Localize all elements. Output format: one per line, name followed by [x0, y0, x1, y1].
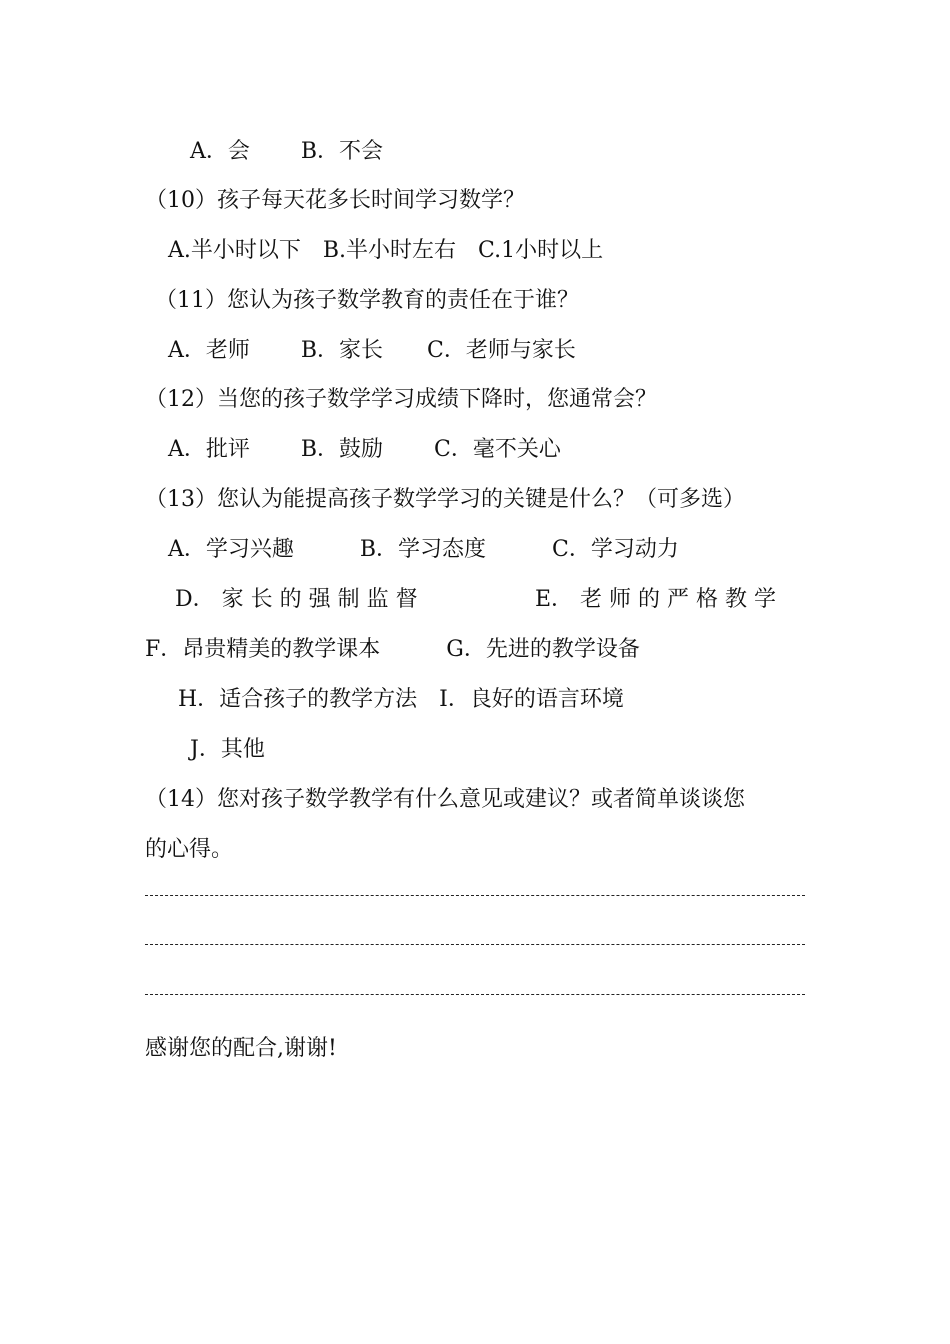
- q9-options: A．会 B．不会: [190, 139, 384, 164]
- q13-options-row5: J．其他: [190, 737, 265, 762]
- q10-options: A.半小时以下 B.半小时左右 C.1小时以上: [168, 238, 604, 263]
- q13-question: （13）您认为能提高孩子数学学习的关键是什么？（可多选）: [145, 487, 745, 512]
- q12-options: A．批评 B．鼓励 C．毫不关心: [168, 437, 561, 462]
- closing-thanks: 感谢您的配合,谢谢!: [145, 1036, 337, 1061]
- q13-options-row1: A．学习兴趣 B．学习态度 C．学习动力: [168, 537, 679, 562]
- q13-option-d: D． 家 长 的 强 制 监 督: [175, 587, 418, 612]
- q11-options: A．老师 B．家长 C．老师与家长: [168, 338, 576, 363]
- q14-question-line2: 的心得。: [145, 837, 234, 862]
- q12-question: （12）当您的孩子数学学习成绩下降时，您通常会？: [145, 387, 657, 412]
- q13-options-row4: H．适合孩子的教学方法 I．良好的语言环境: [178, 687, 624, 712]
- q10-question: （10）孩子每天花多长时间学习数学？: [145, 188, 525, 213]
- answer-line: [145, 994, 805, 995]
- answer-line: [145, 895, 805, 896]
- q11-question: （11）您认为孩子数学教育的责任在于谁？: [155, 288, 579, 313]
- answer-line: [145, 944, 805, 945]
- q14-question-line1: （14）您对孩子数学教学有什么意见或建议？或者简单谈谈您: [145, 787, 745, 812]
- q13-option-e: E． 老 师 的 严 格 教 学: [535, 587, 777, 612]
- q13-options-row3: F．昂贵精美的教学课本 G．先进的教学设备: [145, 637, 640, 662]
